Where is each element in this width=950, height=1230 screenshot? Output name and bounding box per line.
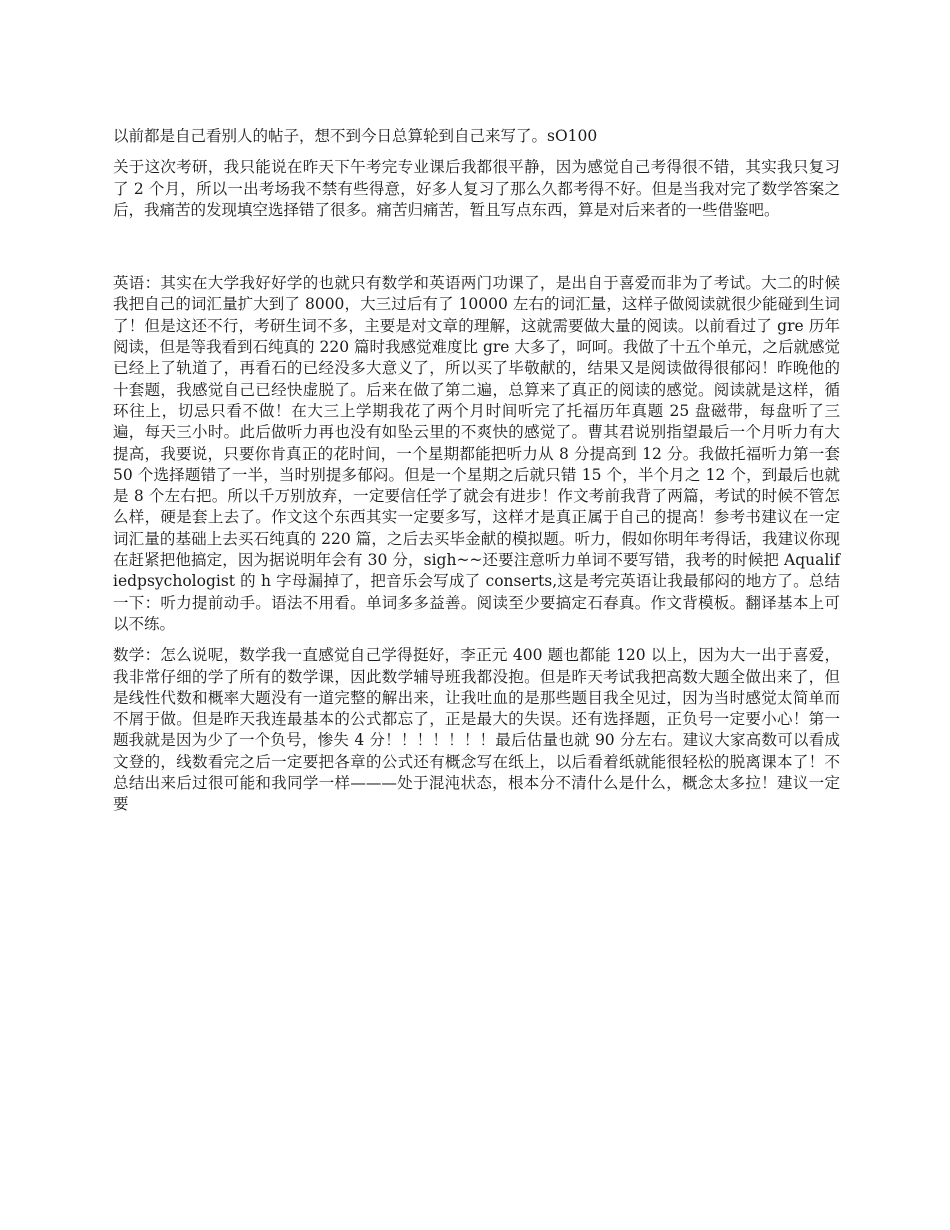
paragraph-intro: 以前都是自己看别人的帖子，想不到今日总算轮到自己来写了。sO100 — [113, 127, 598, 145]
article-body — [113, 126, 840, 826]
paragraph-math: 数学：怎么说呢，数学我一直感觉自己学得挺好，李正元 400 题也都能 120 以上，因为大一出于喜爱，我非常仔细的学了所有的数学课，因此数学辅导班我都没抱。但是昨天考试我把高数大题全做出来了，但是线性代数和概率大题没有一道完整的解出来，让我吐血的是那些题目我全见过，因为当时感觉太简单而不屑于做。但是昨天我连最基本的公式都忘了，正是最大的失误。还有选择题，正负号一定要小心！第一题我就是因为少了一个负号，惨失 4 分！！！！！！！最后估量也就 90 分左右。建议大家高数可以看成文登的，线数看完之后一定要把各章的公式还有概念写在纸上，以后看着纸就能很轻松的脱离课本了！不总结出来后过很可能和我同学一样———处于混沌状态，根本分不清什么是什么，概念太多拉！建议一定要 — [113, 646, 840, 814]
paragraph-overview: 关于这次考研，我只能说在昨天下午考完专业课后我都很平静，因为感觉自己考得很不错，其实我只复习了 2 个月，所以一出考场我不禁有些得意，好多人复习了那么久都考得不好。但是当我对完了数学答案之后，我痛苦的发现填空选择错了很多。痛苦归痛苦，暂且写点东西，算是对后来者的一些借鉴吧。 — [113, 158, 840, 219]
paragraph-english: 英语：其实在大学我好好学的也就只有数学和英语两门功课了，是出自于喜爱而非为了考试。大二的时候我把自己的词汇量扩大到了 8000，大三过后有了 10000 左右的词汇量，这样子做阅读就很少能碰到生词了！但是这还不行，考研生词不多，主要是对文章的理解，这就需要做大量的阅读。以前看过了 gre 历年阅读，但是等我看到石纯真的 220 篇时我感觉难度比 gre 大多了，呵呵。我做了十五个单元，之后就感觉已经上了轨道了，再看石的已经没多大意义了，所以买了毕敬献的，结果又是阅读做得很郁闷！昨晚他的十套题，我感觉自己已经快虚脱了。后来在做了第二遍，总算来了真正的阅读的感觉。阅读就是这样，循环往上，切忌只看不做！在大三上学期我花了两个月时间听完了托福历年真题 25 盘磁带，每盘听了三遍，每天三小时。此后做听力再也没有如坠云里的不爽快的感觉了。曹其君说别指望最后一个月听力有大提高，我要说，只要你肯真正的花时间，一个星期都能把听力从 8 分提高到 12 分。我做托福听力第一套 50 个选择题错了一半，当时别提多郁闷。但是一个星期之后就只错 15 个，半个月之 12 个，到最后也就是 8 个左右把。所以千万别放弃，一定要信任学了就会有进步！作文考前我背了两篇，考试的时候不管怎么样，硬是套上去了。作文这个东西其实一定要多写，这样才是真正属于自己的提高！参考书建议在一定词汇量的基础上去买石纯真的 220 篇，之后去买毕金献的模拟题。听力，假如你明年考得话，我建议你现在赶紧把他搞定，因为据说明年会有 30 分，sigh~~还要注意听力单词不要写错，我考的时候把 Aqualifiedpsychologist 的 h 字母漏掉了，把音乐会写成了 conserts,这是考完英语让我最郁闷的地方了。总结一下：听力提前动手。语法不用看。单词多多益善。阅读至少要搞定石春真。作文背模板。翻译基本上可以不练。 — [113, 274, 840, 633]
